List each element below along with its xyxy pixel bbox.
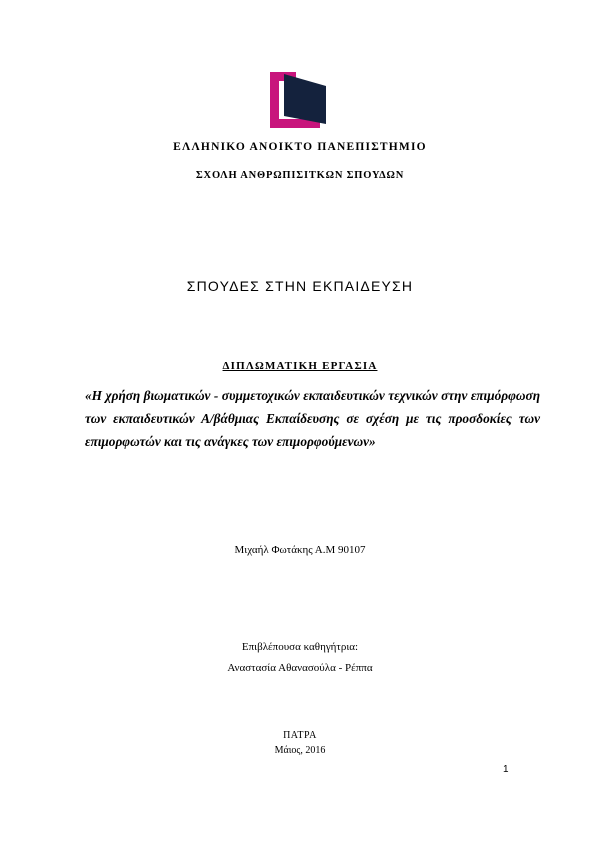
university-logo-icon bbox=[270, 72, 330, 128]
page-number: 1 bbox=[503, 764, 509, 775]
university-name: ΕΛΛΗΝΙΚΟ ΑΝΟΙΚΤΟ ΠΑΝΕΠΙΣΤΗΜΙΟ bbox=[173, 141, 427, 153]
logo-navy-book bbox=[284, 74, 326, 124]
thesis-label: ΔΙΠΛΩΜΑΤΙΚΗ ΕΡΓΑΣΙΑ bbox=[222, 360, 378, 372]
program-title: ΣΠΟΥΔΕΣ ΣΤΗΝ ΕΚΠΑΙΔΕΥΣΗ bbox=[186, 278, 414, 294]
date: Μάιος, 2016 bbox=[274, 745, 326, 756]
thesis-title: «Η χρήση βιωματικών - συμμετοχικών εκπαιδευτικών τεχνικών στην επιμόρφωση των εκπαιδευτικών Α/βάθμιας Εκπαίδευσης σε σχέση με τις προσδοκίες των επιμορφωτών και τις ανάγκες των επιμορφούμενων» bbox=[85, 388, 540, 449]
school-name: ΣΧΟΛΗ ΑΝΘΡΩΠΙΣΙΤΚΩΝ ΣΠΟΥΔΩΝ bbox=[195, 170, 405, 181]
city: ΠΑΤΡΑ bbox=[283, 730, 317, 741]
author-line: Μιχαήλ Φωτάκης Α.Μ 90107 bbox=[234, 544, 366, 556]
supervisor-name: Αναστασία Αθανασούλα - Ρέππα bbox=[227, 662, 373, 674]
supervisor-label: Επιβλέπουσα καθηγήτρια: bbox=[241, 641, 359, 653]
